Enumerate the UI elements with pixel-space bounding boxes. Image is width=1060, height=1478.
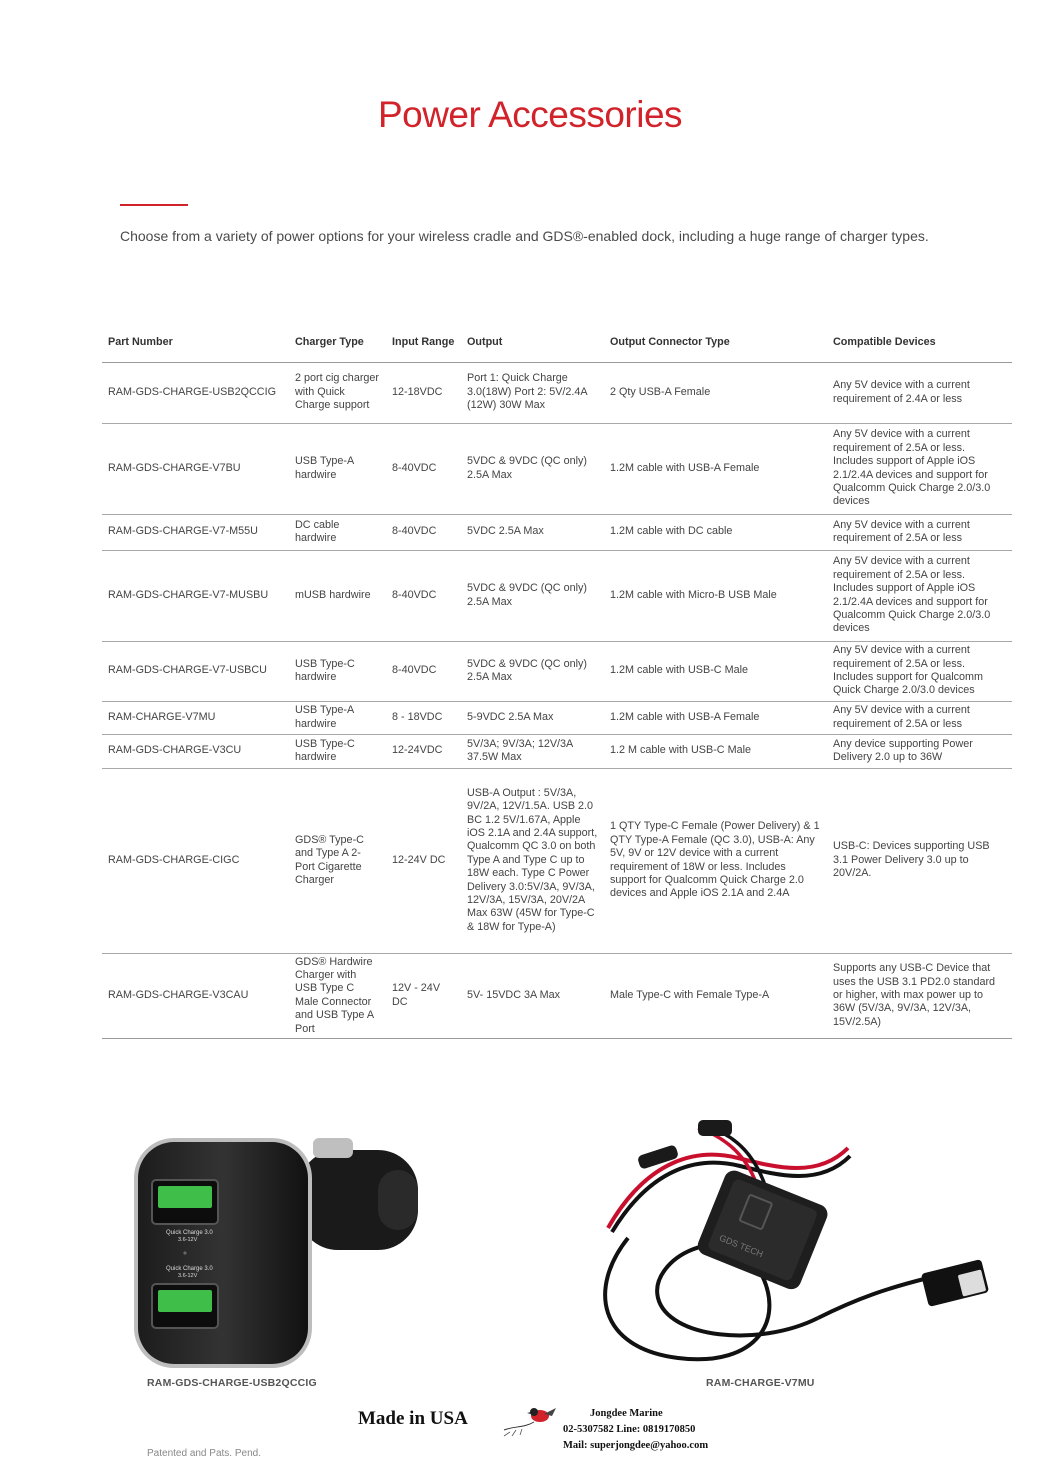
cell-part-number: RAM-CHARGE-V7MU: [102, 701, 289, 734]
port1-voltage: 3.6-12V: [178, 1237, 198, 1243]
company-name: Jongdee Marine: [590, 1408, 663, 1419]
port2-label: Quick Charge 3.0: [166, 1266, 213, 1272]
cell-compatible: Any 5V device with a current requirement of 2.5A or less. Includes support of Apple iOS 2.1/2.4A devices and support for Qualcomm Quick Charge 2.0/3.0 devices: [827, 550, 1012, 641]
cell-part-number: RAM-GDS-CHARGE-V3CAU: [102, 953, 289, 1038]
intro-text: Choose from a variety of power options for your wireless cradle and GDS®-enabled dock, including a huge range of charger types.: [120, 228, 929, 244]
cell-output: 5VDC & 9VDC (QC only) 2.5A Max: [461, 641, 604, 701]
cell-connector: 1.2M cable with USB-C Male: [604, 641, 827, 701]
cell-compatible: Any 5V device with a current requirement of 2.4A or less: [827, 362, 1012, 423]
table-row: [102, 362, 1012, 423]
cell-compatible: Supports any USB-C Device that uses the USB 3.1 PD2.0 standard or higher, with max power up to 36W (5V/3A, 9V/3A, 12V/3A, 15V/2.5A): [827, 953, 1012, 1038]
header-output-connector: Output Connector Type: [604, 326, 827, 362]
company-phone: 02-5307582 Line: 0819170850: [563, 1424, 696, 1435]
power-accessories-table: [102, 326, 1012, 1039]
cell-compatible: Any 5V device with a current requirement of 2.5A or less: [827, 701, 1012, 734]
patent-note: Patented and Pats. Pend.: [147, 1448, 261, 1459]
cell-charger-type: mUSB hardwire: [289, 550, 386, 641]
cell-connector: 2 Qty USB-A Female: [604, 362, 827, 423]
cell-connector: 1 QTY Type-C Female (Power Delivery) & 1 QTY Type-A Female (QC 3.0), USB-A: Any 5V, 9V or 12V device with a current requirement of 18W or less. Includes support for Qualcomm Quick Charge 2.0 devices and Apple iOS 2.1A and 2.4A: [604, 768, 827, 953]
cell-connector: 1.2M cable with USB-A Female: [604, 423, 827, 514]
cell-part-number: RAM-GDS-CHARGE-CIGC: [102, 768, 289, 953]
cell-compatible: Any 5V device with a current requirement of 2.5A or less: [827, 514, 1012, 550]
cell-connector: 1.2M cable with USB-A Female: [604, 701, 827, 734]
cell-charger-type: DC cable hardwire: [289, 514, 386, 550]
cell-output: 5VDC & 9VDC (QC only) 2.5A Max: [461, 550, 604, 641]
port2-voltage: 3.6-12V: [178, 1273, 198, 1279]
cell-charger-type: 2 port cig charger with Quick Charge support: [289, 362, 386, 423]
company-mail: Mail: superjongdee@yahoo.com: [563, 1440, 709, 1451]
cell-connector: 1.2M cable with DC cable: [604, 514, 827, 550]
cell-output: 5-9VDC 2.5A Max: [461, 701, 604, 734]
cell-input-range: 8-40VDC: [386, 423, 461, 514]
cell-part-number: RAM-GDS-CHARGE-V3CU: [102, 734, 289, 768]
cell-compatible: Any 5V device with a current requirement of 2.5A or less. Includes support of Apple iOS 2.1/2.4A devices and support for Qualcomm Quick Charge 2.0/3.0 devices: [827, 423, 1012, 514]
cell-output: USB-A Output : 5V/3A, 9V/2A, 12V/1.5A. USB 2.0 BC 1.2 5V/1.67A, Apple iOS 2.1A and 2.4A support, Qualcomm QC 3.0 on both Type A and Type C up to 18W each. Type C Power Delivery 3.0:5V/3A, 9V/3A, 12V/3A, 15V/3A, 20V/2A Max 63W (45W for Type-C & 18W for Type-A): [461, 768, 604, 953]
cell-charger-type: USB Type-C hardwire: [289, 734, 386, 768]
cell-connector: 1.2M cable with Micro-B USB Male: [604, 550, 827, 641]
cell-part-number: RAM-GDS-CHARGE-V7-MUSBU: [102, 550, 289, 641]
cell-charger-type: GDS® Hardwire Charger with USB Type C Male Connector and USB Type A Port: [289, 953, 386, 1038]
cell-output: 5VDC & 9VDC (QC only) 2.5A Max: [461, 423, 604, 514]
bird-logo-icon: [500, 1400, 560, 1440]
cell-input-range: 12V - 24V DC: [386, 953, 461, 1038]
table-row: [102, 423, 1012, 514]
box-label: GDS TECH: [717, 1232, 765, 1260]
hardwire-charger-image: [588, 1118, 1008, 1370]
cell-part-number: RAM-GDS-CHARGE-V7-USBCU: [102, 641, 289, 701]
header-compatible-devices: Compatible Devices: [827, 326, 1012, 362]
right-product-caption: RAM-CHARGE-V7MU: [706, 1377, 815, 1389]
table-row: [102, 641, 1012, 701]
title-accent-rule: [120, 204, 188, 206]
header-charger-type: Charger Type: [289, 326, 386, 362]
cell-input-range: 12-18VDC: [386, 362, 461, 423]
header-output: Output: [461, 326, 604, 362]
cell-part-number: RAM-GDS-CHARGE-V7-M55U: [102, 514, 289, 550]
cell-charger-type: GDS® Type-C and Type A 2-Port Cigarette Charger: [289, 768, 386, 953]
table-header-row: [102, 326, 1012, 362]
made-in-usa: Made in USA: [358, 1408, 468, 1429]
cell-connector: Male Type-C with Female Type-A: [604, 953, 827, 1038]
cell-output: Port 1: Quick Charge 3.0(18W) Port 2: 5V/2.4A (12W) 30W Max: [461, 362, 604, 423]
cell-compatible: Any device supporting Power Delivery 2.0 up to 36W: [827, 734, 1012, 768]
cell-output: 5V- 15VDC 3A Max: [461, 953, 604, 1038]
cell-connector: 1.2 M cable with USB-C Male: [604, 734, 827, 768]
page-title: Power Accessories: [377, 94, 683, 135]
cell-input-range: 12-24VDC: [386, 734, 461, 768]
cell-charger-type: USB Type-A hardwire: [289, 701, 386, 734]
cell-input-range: 8 - 18VDC: [386, 701, 461, 734]
table-row: [102, 953, 1012, 1038]
header-input-range: Input Range: [386, 326, 461, 362]
cell-input-range: 12-24V DC: [386, 768, 461, 953]
cell-output: 5VDC 2.5A Max: [461, 514, 604, 550]
header-part-number: Part Number: [102, 326, 289, 362]
cell-input-range: 8-40VDC: [386, 514, 461, 550]
cell-input-range: 8-40VDC: [386, 550, 461, 641]
cell-charger-type: USB Type-A hardwire: [289, 423, 386, 514]
cell-compatible: Any 5V device with a current requirement of 2.5A or less. Includes support for Qualcomm Quick Charge 2.0/3.0 devices: [827, 641, 1012, 701]
table-row: [102, 701, 1012, 734]
cell-part-number: RAM-GDS-CHARGE-USB2QCCIG: [102, 362, 289, 423]
cell-input-range: 8-40VDC: [386, 641, 461, 701]
port1-label: Quick Charge 3.0: [166, 1230, 213, 1236]
table-row: [102, 734, 1012, 768]
table-row: [102, 768, 1012, 953]
cell-output: 5V/3A; 9V/3A; 12V/3A 37.5W Max: [461, 734, 604, 768]
cell-charger-type: USB Type-C hardwire: [289, 641, 386, 701]
table-row: [102, 550, 1012, 641]
table-row: [102, 514, 1012, 550]
left-product-caption: RAM-GDS-CHARGE-USB2QCCIG: [147, 1377, 317, 1389]
cell-part-number: RAM-GDS-CHARGE-V7BU: [102, 423, 289, 514]
cell-compatible: USB-C: Devices supporting USB 3.1 Power Delivery 3.0 up to 20V/2A.: [827, 768, 1012, 953]
car-charger-image: [128, 1120, 428, 1370]
